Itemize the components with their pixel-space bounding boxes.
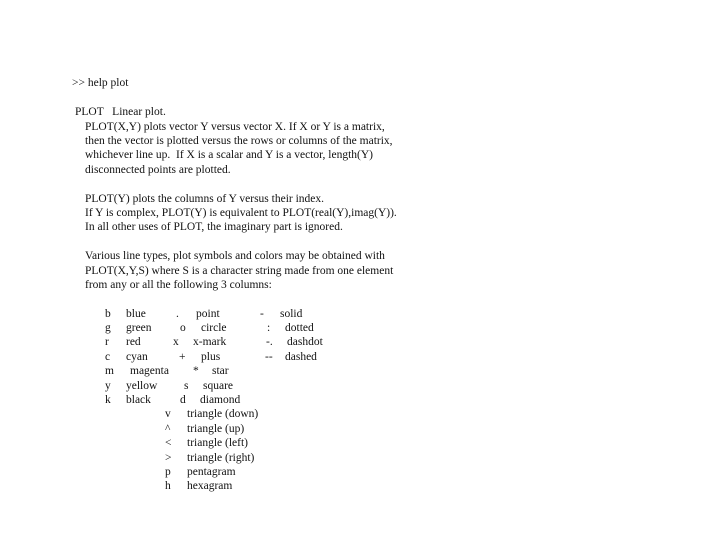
marker-code: >: [165, 452, 172, 464]
linestyle-code: :: [267, 322, 271, 334]
linestyle-name: dotted: [285, 322, 314, 334]
help-heading: PLOT Linear plot.: [75, 106, 166, 118]
color-code: y: [105, 380, 111, 392]
marker-name: star: [212, 365, 229, 377]
marker-name: x-mark: [193, 336, 227, 348]
marker-code: v: [165, 408, 171, 420]
marker-code: d: [180, 394, 186, 406]
color-code: b: [105, 308, 111, 320]
help-text-line: PLOT(X,Y,S) where S is a character string made from one element: [85, 265, 394, 277]
marker-code: p: [165, 466, 171, 478]
linestyle-code: -.: [266, 336, 273, 348]
color-name: cyan: [126, 351, 148, 363]
help-text-line: then the vector is plotted versus the rows or columns of the matrix,: [85, 135, 393, 147]
marker-code: ^: [165, 423, 171, 435]
color-code: m: [105, 365, 114, 377]
marker-name: diamond: [200, 394, 241, 406]
color-code: r: [105, 336, 109, 348]
marker-name: triangle (down): [187, 408, 259, 420]
marker-name: hexagram: [187, 480, 233, 492]
marker-name: circle: [201, 322, 227, 334]
help-text-line: whichever line up. If X is a scalar and Y is a vector, length(Y): [85, 149, 373, 161]
color-name: yellow: [126, 380, 158, 392]
marker-code: .: [176, 308, 179, 320]
help-text-line: If Y is complex, PLOT(Y) is equivalent to PLOT(real(Y),imag(Y)).: [85, 207, 397, 219]
color-code: c: [105, 351, 111, 363]
color-name: black: [126, 394, 151, 406]
marker-name: plus: [201, 351, 221, 363]
linestyle-name: dashed: [285, 351, 317, 363]
linestyle-name: solid: [280, 308, 303, 320]
marker-code: x: [173, 336, 179, 348]
marker-name: triangle (right): [187, 452, 255, 464]
color-name: green: [126, 322, 152, 334]
linestyle-code: -: [260, 308, 264, 320]
marker-code: *: [193, 365, 199, 377]
marker-name: triangle (left): [187, 437, 248, 449]
color-name: magenta: [130, 365, 169, 377]
marker-name: triangle (up): [187, 423, 245, 435]
help-text-line: Various line types, plot symbols and colors may be obtained with: [85, 250, 385, 262]
marker-code: <: [165, 437, 172, 449]
help-text-line: In all other uses of PLOT, the imaginary part is ignored.: [85, 221, 343, 233]
command-prompt: >> help plot: [72, 77, 129, 89]
marker-name: point: [196, 308, 220, 320]
color-name: blue: [126, 308, 146, 320]
color-name: red: [126, 336, 141, 348]
marker-code: o: [180, 322, 186, 334]
color-code: g: [105, 322, 111, 334]
help-text-line: from any or all the following 3 columns:: [85, 279, 272, 291]
marker-code: s: [184, 380, 189, 392]
marker-code: +: [179, 351, 186, 363]
color-code: k: [105, 394, 111, 406]
marker-name: square: [203, 380, 234, 392]
help-text-line: disconnected points are plotted.: [85, 164, 231, 176]
help-text-line: PLOT(Y) plots the columns of Y versus their index.: [85, 193, 325, 205]
linestyle-name: dashdot: [287, 336, 323, 348]
linestyle-code: --: [265, 351, 273, 363]
marker-code: h: [165, 480, 171, 492]
marker-name: pentagram: [187, 466, 236, 478]
help-text-line: PLOT(X,Y) plots vector Y versus vector X. If X or Y is a matrix,: [85, 121, 385, 133]
